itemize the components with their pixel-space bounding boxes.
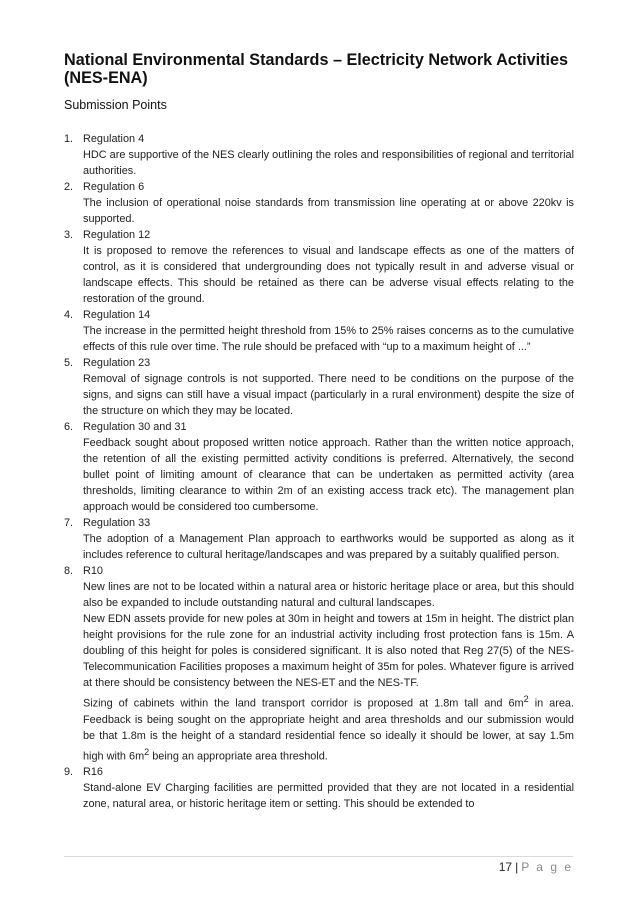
item-number: 7. xyxy=(64,517,74,529)
item-number: 3. xyxy=(64,229,74,241)
cabinet-text-middle: in area. Feedback is being sought on the appropriate height and area thresholds and our submission would be that 1.8m is the height of a standard residential fence so ideally it should be lower, at say 1.5m high with 6m xyxy=(83,697,574,763)
item-number: 8. xyxy=(64,565,74,577)
item-heading: Regulation 30 and 31 xyxy=(83,421,187,433)
item-paragraph: Removal of signage controls is not supported. There need to be conditions on the purpose of the signs, and signs can still have a visual impact (particularly in a rural environment) despite the size of the structure on which they may be located. xyxy=(83,373,574,417)
item-number: 1. xyxy=(64,133,74,145)
superscript-2: 2 xyxy=(144,746,150,757)
item-paragraph: New lines are not to be located within a natural area or historic heritage place or area, but this should also be expanded to include outstanding natural and cultural landscapes. xyxy=(83,581,574,609)
item-number: 6. xyxy=(64,421,74,433)
item-heading: Regulation 4 xyxy=(83,133,145,145)
page-number: 17 xyxy=(498,860,513,874)
item-paragraph: The inclusion of operational noise standards from transmission line operating at or above 220kv is supported. xyxy=(83,197,574,225)
item-heading: Regulation 33 xyxy=(83,517,151,529)
item-heading: R10 xyxy=(83,565,103,577)
item-number: 5. xyxy=(64,357,74,369)
list-item xyxy=(64,515,574,563)
item-heading: Regulation 23 xyxy=(83,357,151,369)
item-paragraph: It is proposed to remove the references to visual and landscape effects as one of the matters of control, as it is considered that undergrounding does not typically result in and adverse visual or landscape effects. This should be retained as there can be adverse visual effects relating to the restoration of the ground. xyxy=(83,245,574,305)
item-paragraph: Feedback sought about proposed written notice approach. Rather than the written notice approach, the retention of all the existing permitted activity conditions is preferred. Alternatively, the second bullet point of limiting amount of clearance that can be undertaken as permitted activity (area thresholds, limiting clearance to within 2m of an existing access track etc). The management plan approach would be considered too cumbersome. xyxy=(83,437,574,513)
list-item xyxy=(64,355,574,419)
list-item xyxy=(64,563,574,764)
item-number: 2. xyxy=(64,181,74,193)
list-item xyxy=(64,419,574,515)
item-number: 9. xyxy=(64,766,74,779)
footer-separator: | xyxy=(515,860,519,874)
submission-points-list xyxy=(64,131,574,812)
cabinet-text-after: being an appropriate area threshold. xyxy=(149,750,328,763)
cabinet-sizing-paragraph xyxy=(83,691,574,764)
item-paragraph: HDC are supportive of the NES clearly outlining the roles and responsibilities of regional and territorial authorities. xyxy=(83,149,574,177)
item-heading: R16 xyxy=(83,766,103,779)
list-item xyxy=(64,131,574,179)
superscript-2: 2 xyxy=(523,694,529,704)
item-paragraph: Stand-alone EV Charging facilities are permitted provided that they are not located in a residential zone, natural area, or historic heritage item or setting. This should be extended to xyxy=(83,782,574,811)
item-paragraph: The increase in the permitted height threshold from 15% to 25% raises concerns as to the cumulative effects of this rule over time. The rule should be prefaced with “up to a maximum height of ...” xyxy=(83,325,574,353)
list-item xyxy=(64,227,574,307)
list-item xyxy=(64,179,574,227)
list-item xyxy=(64,307,574,355)
item-paragraph: The adoption of a Management Plan approach to earthworks would be supported as along as it includes reference to cultural heritage/landscapes and was prepared by a suitably qualified person. xyxy=(83,533,574,561)
item-heading: Regulation 12 xyxy=(83,229,151,241)
section-subheading: Submission Points xyxy=(64,98,167,112)
item-number: 4. xyxy=(64,309,74,321)
item-heading: Regulation 6 xyxy=(83,181,145,193)
footer-divider xyxy=(64,856,573,857)
document-title: National Environmental Standards – Electricity Network Activities (NES-ENA) xyxy=(64,51,569,87)
cabinet-text-before: Sizing of cabinets within the land transport corridor is proposed at 1.8m tall and 6m xyxy=(83,697,524,710)
item-heading: Regulation 14 xyxy=(83,309,151,321)
page-label: P a g e xyxy=(521,860,573,874)
page-footer xyxy=(499,860,573,874)
list-item xyxy=(64,764,574,812)
item-paragraph: New EDN assets provide for new poles at 30m in height and towers at 15m in height. The district plan height provisions for the rule zone for an industrial activity including frost protection fans is 15m. A doubling of this height for poles is considered significant. It is also noted that Reg 27(5) of the NES-Telecommunication Facilities proposes a maximum height of 35m for poles. Whatever figure is arrived at there should be consistency between the NES-ET and the NES-TF. xyxy=(83,613,574,689)
